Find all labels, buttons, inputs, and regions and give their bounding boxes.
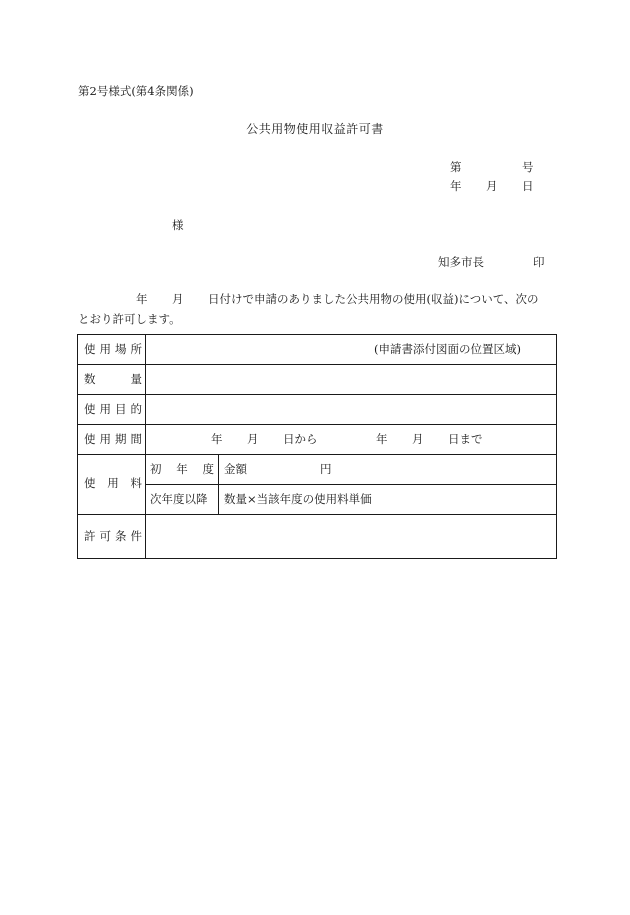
label-next-years: 次年度以降 <box>150 492 208 506</box>
body-rest: 日付けで申請のありました公共用物の使用(収益)について、次の <box>208 292 539 306</box>
row-divider <box>78 364 556 365</box>
document-title: 公共用物使用収益許可書 <box>246 122 384 136</box>
permit-table <box>77 334 557 559</box>
usage-location-note: (申請書添付図面の位置区域) <box>374 342 521 356</box>
seal-mark: 印 <box>533 255 545 269</box>
row-divider <box>78 514 556 515</box>
body-year: 年 <box>136 292 148 306</box>
body-month: 月 <box>172 292 184 306</box>
row-divider <box>78 424 556 425</box>
label-usage-period: 使 用 期 間 <box>84 432 142 446</box>
period-start-month: 月 <box>247 432 259 446</box>
issue-date-year: 年 <box>450 179 462 193</box>
label-first-year: 初 年 度 <box>150 462 214 476</box>
permit-number-suffix: 号 <box>522 160 534 174</box>
permit-number-prefix: 第 <box>450 160 462 174</box>
body-text-line-2: とおり許可します。 <box>78 312 181 326</box>
next-years-fee-rule: 数量×当該年度の使用料単価 <box>224 492 372 506</box>
column-divider <box>218 454 219 514</box>
label-usage-location: 使 用 場 所 <box>84 342 142 356</box>
label-usage-purpose: 使 用 目 的 <box>84 402 142 416</box>
row-divider <box>78 394 556 395</box>
label-permit-conditions: 許 可 条 件 <box>84 529 142 543</box>
yen-label: 円 <box>320 462 332 476</box>
label-usage-fee: 使 用 料 <box>84 476 142 490</box>
issue-date-day: 日 <box>522 179 534 193</box>
period-start-day: 日から <box>283 432 318 446</box>
issue-date-month: 月 <box>486 179 498 193</box>
column-divider <box>145 335 146 558</box>
row-divider <box>145 484 556 485</box>
period-end-day: 日まで <box>448 432 483 446</box>
period-start-year: 年 <box>211 432 223 446</box>
issuer-name: 知多市長 <box>438 255 484 269</box>
amount-label: 金額 <box>224 462 247 476</box>
period-end-month: 月 <box>412 432 424 446</box>
label-quantity: 数 量 <box>84 372 142 386</box>
period-end-year: 年 <box>376 432 388 446</box>
row-divider <box>78 454 556 455</box>
recipient-honorific: 様 <box>172 218 184 232</box>
form-reference: 第2号様式(第4条関係) <box>78 84 194 98</box>
